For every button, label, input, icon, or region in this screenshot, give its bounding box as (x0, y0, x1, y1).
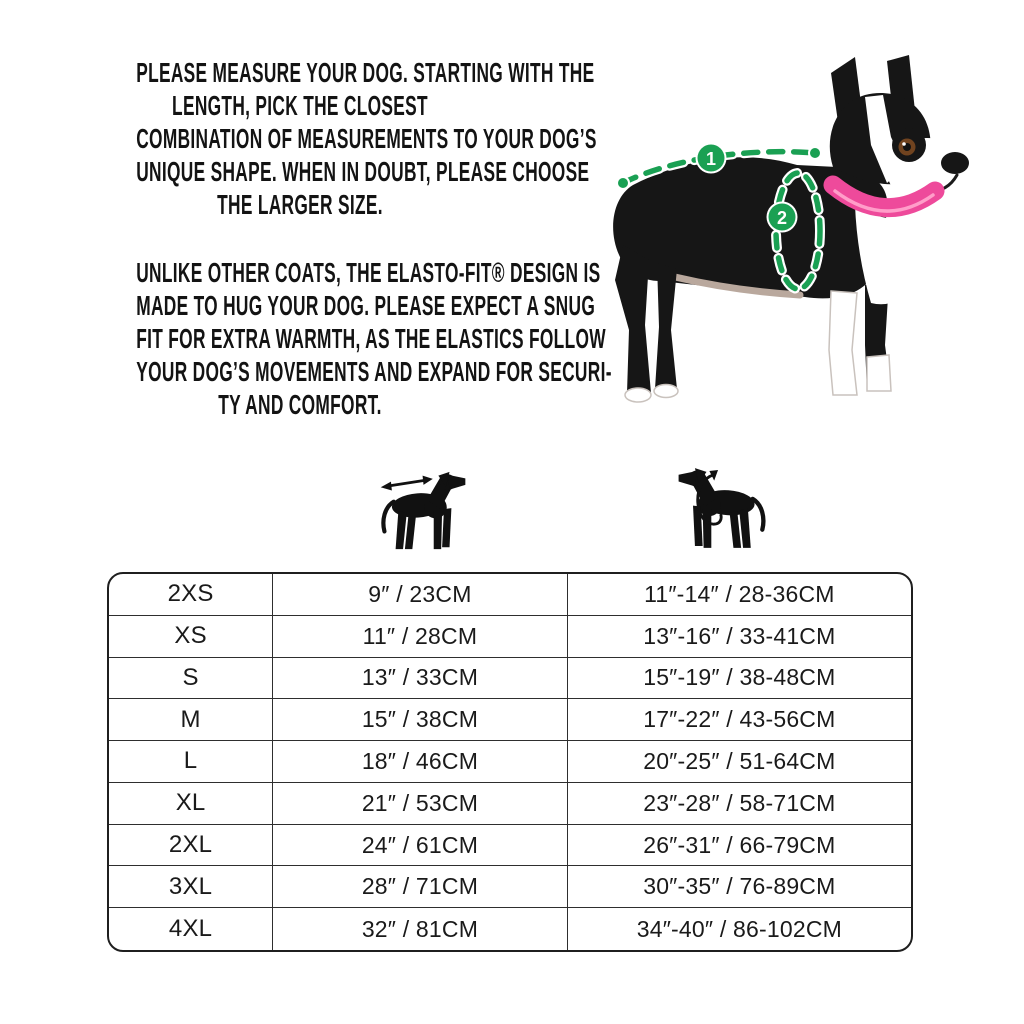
girth-cell: 15″-19″ / 38-48CM (568, 658, 911, 700)
girth-cell: 11″-14″ / 28-36CM (568, 574, 911, 616)
size-cell: 2XL (109, 825, 273, 867)
marker-1 (696, 143, 727, 174)
dog-measure-photo (565, 45, 995, 445)
size-cell: S (109, 658, 273, 700)
dog-girth-icon (668, 462, 770, 554)
size-cell: 2XS (109, 574, 273, 616)
length-cell: 24″ / 61CM (273, 825, 568, 867)
girth-cell: 17″-22″ / 43-56CM (568, 699, 911, 741)
size-cell: 4XL (109, 908, 273, 950)
intro-line: UNIQUE SHAPE. WHEN IN DOUBT, PLEASE CHOOSE (136, 156, 590, 187)
girth-cell: 26″-31″ / 66-79CM (568, 825, 911, 867)
length-cell: 18″ / 46CM (273, 741, 568, 783)
girth-cell: 20″-25″ / 51-64CM (568, 741, 911, 783)
marker-2 (767, 202, 798, 233)
size-cell: XL (109, 783, 273, 825)
intro-line: TY AND COMFORT. (218, 389, 382, 420)
girth-cell: 13″-16″ / 33-41CM (568, 616, 911, 658)
length-cell: 11″ / 28CM (273, 616, 568, 658)
svg-text:1: 1 (705, 149, 717, 169)
length-cell: 21″ / 53CM (273, 783, 568, 825)
intro-line: COMBINATION OF MEASUREMENTS TO YOUR DOG’S (136, 123, 597, 154)
intro-paragraph-measure (40, 56, 597, 221)
girth-cell: 30″-35″ / 76-89CM (568, 866, 911, 908)
intro-line: THE LARGER SIZE. (217, 189, 383, 220)
length-cell: 28″ / 71CM (273, 866, 568, 908)
size-table (107, 572, 913, 952)
length-cell: 15″ / 38CM (273, 699, 568, 741)
length-arrow-icon (381, 476, 433, 491)
intro-line: YOUR DOG’S MOVEMENTS AND EXPAND FOR SECURI- (136, 356, 612, 387)
intro-line: UNLIKE OTHER COATS, THE ELASTO-FIT® DESIGN IS (136, 257, 601, 288)
intro-line: PLEASE MEASURE YOUR DOG. STARTING WITH THE (136, 57, 595, 88)
girth-cell: 34″-40″ / 86-102CM (636, 915, 842, 942)
size-cell: XS (109, 616, 273, 658)
dog-length-icon (377, 466, 470, 555)
intro-line: FIT FOR EXTRA WARMTH, AS THE ELASTICS FOLLOW (136, 323, 606, 354)
intro-paragraph-elastofit (40, 256, 612, 421)
length-cell: 9″ / 23CM (273, 574, 568, 616)
intro-line: MADE TO HUG YOUR DOG. PLEASE EXPECT A SNUG (136, 290, 596, 321)
length-cell: 32″ / 81CM (273, 908, 568, 950)
svg-text:2: 2 (776, 208, 788, 228)
size-cell: L (109, 741, 273, 783)
length-cell: 13″ / 33CM (273, 658, 568, 700)
size-cell: 3XL (109, 866, 273, 908)
intro-line: LENGTH, PICK THE CLOSEST (172, 90, 428, 121)
size-cell: M (109, 699, 273, 741)
girth-cell: 23″-28″ / 58-71CM (568, 783, 911, 825)
